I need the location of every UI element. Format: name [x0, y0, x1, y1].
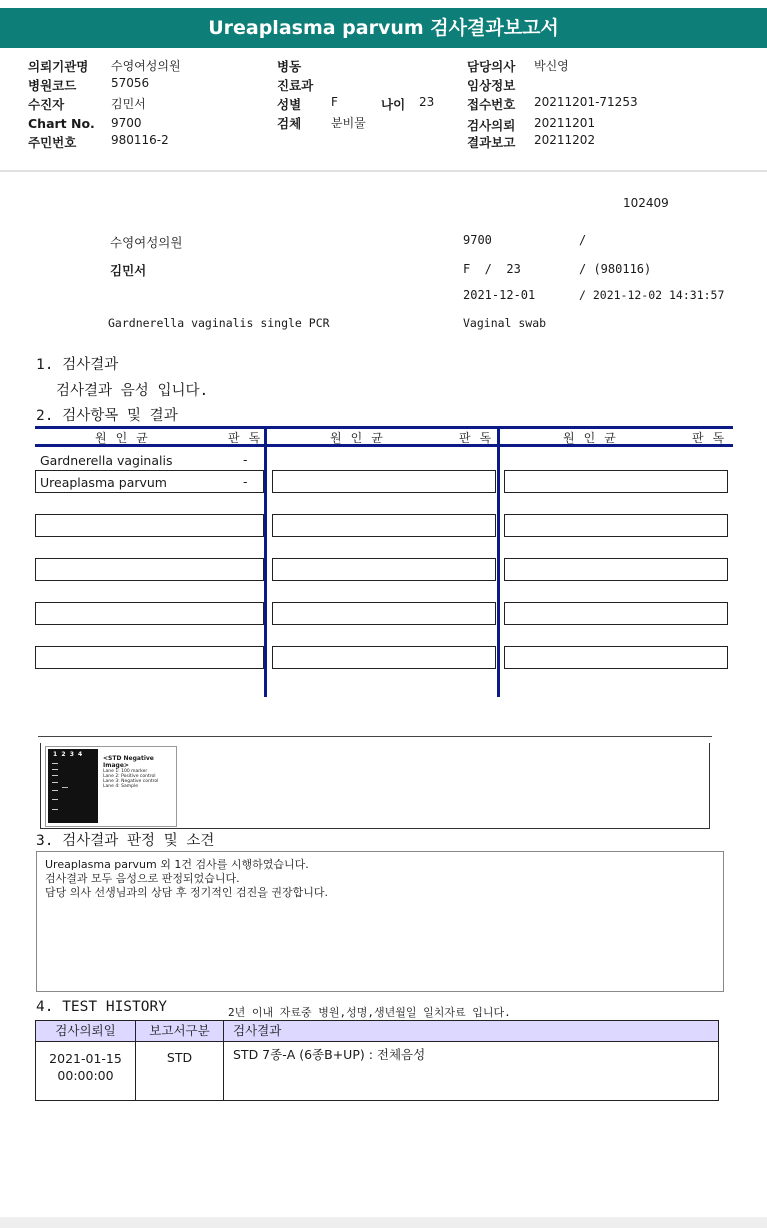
col-header-organism-3: 원인균 [563, 431, 625, 445]
patient-label: 수진자 [28, 97, 65, 112]
history-time: 00:00:00 [57, 1068, 114, 1083]
specimen-label: 검체 [277, 116, 302, 131]
report-reported: / 2021-12-02 14:31:57 [579, 288, 725, 302]
history-header-type: 보고서구분 [135, 1020, 224, 1042]
receipt-value: 20211201-71253 [534, 95, 638, 109]
col-header-judgment-2: 판독 [459, 431, 501, 445]
report-slash: / [579, 233, 587, 247]
section-3-title: 3. 검사결과 판정 및 소견 [36, 833, 215, 849]
report-received: 2021-12-01 [463, 288, 536, 302]
history-header-result: 검사결과 [223, 1020, 719, 1042]
age-label: 나이 [381, 97, 406, 112]
doctor-label: 담당의사 [467, 59, 516, 74]
specimen-value: 분비물 [331, 116, 366, 130]
receipt-label: 접수번호 [467, 97, 516, 112]
opinion-text [37, 852, 723, 906]
history-date: 2021-01-15 [49, 1051, 122, 1066]
age-value: 23 [419, 95, 435, 109]
rrn-value: 980116-2 [111, 133, 169, 147]
empty-result-box [504, 470, 728, 493]
empty-result-box [35, 602, 264, 625]
history-note: 2년 이내 자료중 병원,성명,생년월일 일치자료 입니다. [228, 1006, 511, 1019]
gel-lane-numbers: 1 2 3 4 [53, 751, 83, 758]
report-id: 102409 [623, 196, 669, 210]
empty-result-box [35, 514, 264, 537]
result-organism-2: Ureaplasma parvum [40, 475, 167, 490]
section-2-title: 2. 검사항목 및 결과 [36, 408, 178, 424]
gel-caption-title: <STD Negative Image> [103, 755, 154, 769]
report-title: Ureaplasma parvum 검사결과보고서 [0, 8, 767, 48]
empty-result-box [504, 646, 728, 669]
section-1-title: 1. 검사결과 [36, 357, 119, 373]
report-sex-age: F / 23 [463, 262, 521, 276]
sex-value: F [331, 95, 338, 109]
gel-top-rule [38, 736, 712, 737]
empty-result-box [272, 602, 496, 625]
history-row-result: STD 7종-A (6종B+UP) : 전체음성 [223, 1041, 719, 1101]
empty-result-box [272, 514, 496, 537]
chart-label: Chart No. [28, 116, 95, 131]
sex-label: 성별 [277, 97, 302, 112]
section-1-text: 검사결과 음성 입니다. [56, 383, 209, 399]
opinion-line: 검사결과 모두 음성으로 판정되었습니다. [45, 872, 240, 885]
request-label: 검사의뢰 [467, 118, 516, 133]
empty-result-box [35, 558, 264, 581]
report-hospital: 수영여성의원 [110, 235, 183, 250]
col-header-organism-2: 원인균 [330, 431, 392, 445]
result-organism-1: Gardnerella vaginalis [40, 453, 173, 468]
hospital-value: 수영여성의원 [111, 59, 181, 73]
dept-label: 진료과 [277, 78, 314, 93]
report-specimen: Vaginal swab [463, 316, 547, 330]
code-label: 병원코드 [28, 78, 77, 93]
result-judgment-1: - [243, 452, 248, 467]
doctor-value: 박신영 [534, 59, 569, 73]
empty-result-box [272, 646, 496, 669]
history-header-date: 검사의뢰일 [35, 1020, 136, 1042]
history-table [35, 1020, 719, 1101]
empty-result-box [272, 470, 496, 493]
header-divider [0, 170, 767, 172]
request-value: 20211201 [534, 116, 596, 130]
empty-result-box [272, 558, 496, 581]
opinion-line: Ureaplasma parvum 외 1건 검사를 시행하였습니다. [45, 858, 309, 871]
chart-value: 9700 [111, 116, 142, 130]
rrn-label: 주민번호 [28, 135, 77, 150]
empty-result-box [504, 514, 728, 537]
col-header-judgment-3: 판독 [692, 431, 734, 445]
report-label: 결과보고 [467, 135, 516, 150]
page-footer-strip [0, 1217, 767, 1228]
table-col-divider-1 [264, 426, 267, 697]
gel-legend-line: Lane 2: Positive control [103, 774, 156, 779]
gel-photo [48, 749, 98, 823]
report-test-name: Gardnerella vaginalis single PCR [108, 316, 330, 330]
empty-result-box [504, 602, 728, 625]
report-value: 20211202 [534, 133, 596, 147]
opinion-box [36, 851, 724, 992]
ward-label: 병동 [277, 59, 302, 74]
hospital-label: 의뢰기관명 [28, 59, 89, 74]
col-header-organism-1: 원인균 [95, 431, 157, 445]
gel-caption-legend [103, 769, 158, 789]
history-row-date [35, 1041, 136, 1101]
empty-result-box [35, 646, 264, 669]
empty-result-box [504, 558, 728, 581]
gel-legend-line: Lane 1: 100 marker [103, 769, 148, 774]
code-value: 57056 [111, 76, 150, 90]
gel-image-thumbnail [45, 746, 177, 827]
gel-legend-line: Lane 3: Negative control [103, 779, 159, 784]
report-birth: / (980116) [579, 262, 652, 276]
history-row-type: STD [135, 1041, 224, 1101]
clinical-label: 임상정보 [467, 78, 516, 93]
table-col-divider-2 [497, 426, 500, 697]
opinion-line: 담당 의사 선생님과의 상담 후 정기적인 검진을 권장합니다. [45, 886, 328, 899]
gel-legend-line: Lane 4: Sample [103, 784, 138, 789]
col-header-judgment-1: 판독 [228, 431, 270, 445]
report-chart: 9700 [463, 233, 492, 247]
section-4-title: 4. TEST HISTORY [36, 999, 167, 1015]
report-patient: 김민서 [110, 263, 147, 278]
patient-value: 김민서 [111, 97, 146, 111]
result-judgment-2: - [243, 474, 248, 489]
